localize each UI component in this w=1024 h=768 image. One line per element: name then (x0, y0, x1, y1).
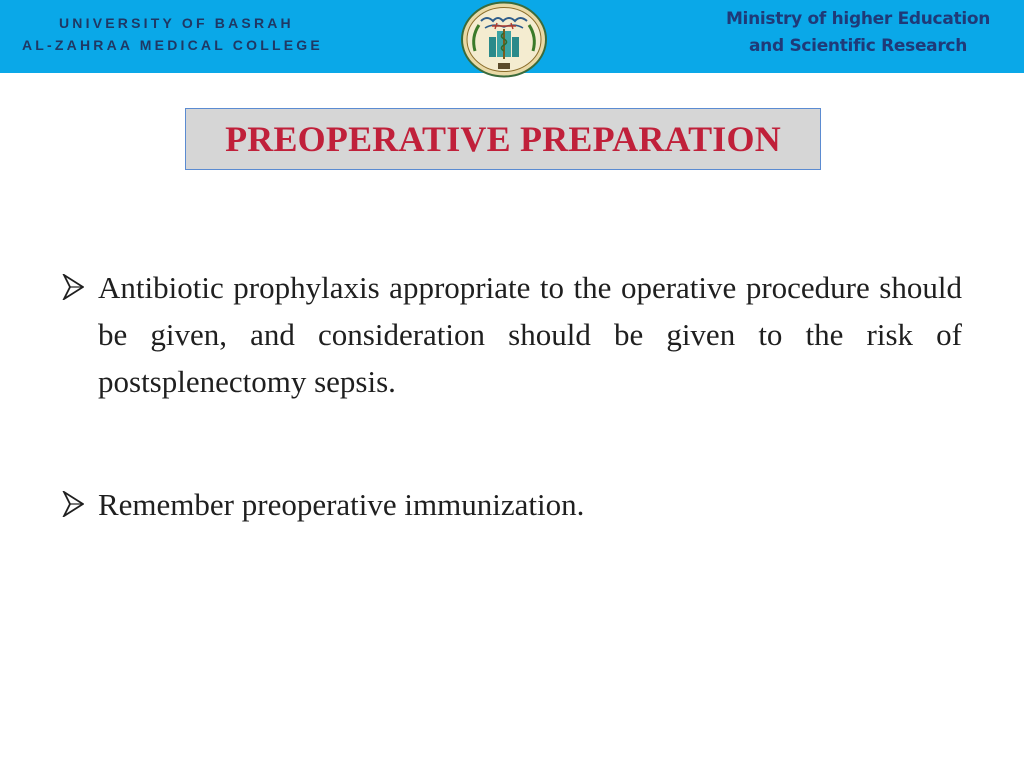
bullet-item (62, 481, 962, 528)
slide-title: PREOPERATIVE PREPARATION (225, 119, 781, 159)
header-bar (0, 0, 1024, 73)
bullet-item (62, 264, 962, 405)
arrow-bullet-icon (62, 274, 84, 300)
ministry-line-1: Ministry of higher Education (725, 9, 991, 29)
bullet-text: Antibiotic prophylaxis appropriate to the operative procedure should be given, and consideration should be given to the risk of postsplenectomy sepsis. (98, 270, 962, 399)
college-name: AL-ZAHRAA MEDICAL COLLEGE (22, 37, 323, 53)
arrow-bullet-icon (62, 491, 84, 517)
ministry-name (700, 6, 1016, 60)
college-seal-icon (459, 1, 549, 78)
ministry-line-2: and Scientific Research (748, 36, 968, 56)
university-name: UNIVERSITY OF BASRAH (59, 15, 294, 31)
bullet-text: Remember preoperative immunization. (98, 487, 585, 522)
title-box (185, 108, 821, 170)
